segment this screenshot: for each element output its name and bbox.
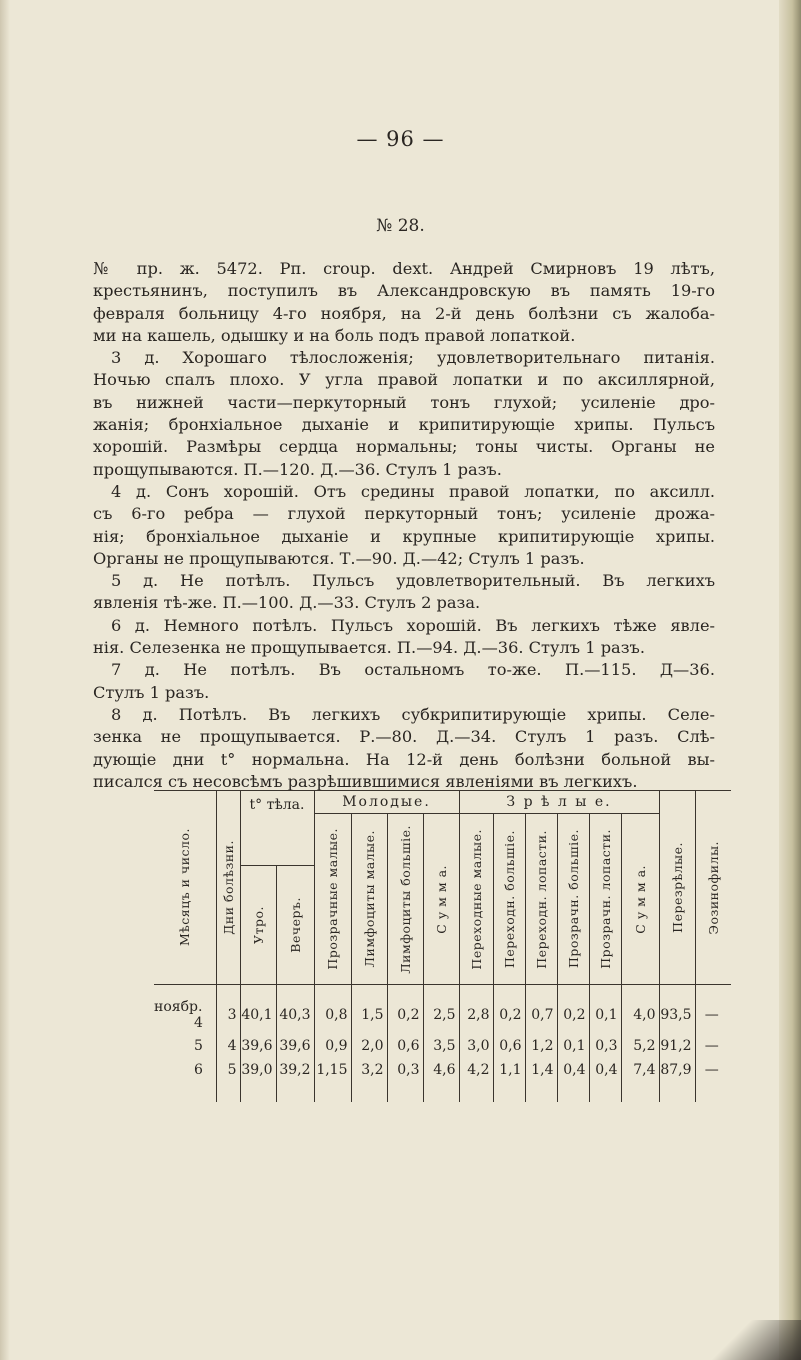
cell: 93,5 [659, 985, 695, 1032]
cell: 39,0 [240, 1060, 276, 1102]
cell: 0,2 [557, 985, 589, 1032]
page-right-edge [779, 0, 801, 1360]
text-line: явленія тѣ-же. П.—100. Д.—33. Стулъ 2 раза. [93, 593, 481, 613]
text-line: 3 д. Хорошаго тѣлосложенія; удовлетворительнаго питанія. [111, 348, 715, 368]
cell: 87,9 [659, 1060, 695, 1102]
cell: 7,4 [621, 1060, 659, 1102]
cell: 3,5 [423, 1031, 459, 1060]
cell: 4,6 [423, 1060, 459, 1102]
col-header-evening: Вечеръ. [276, 866, 314, 985]
table-row [154, 985, 731, 1032]
cell: 40,3 [276, 985, 314, 1032]
text-line: Ночью спалъ плохо. У угла правой лопатки и по аксиллярной, [93, 370, 715, 390]
cell: 5 [216, 1060, 240, 1102]
col-header-overmature: Перезрѣлые. [659, 791, 695, 985]
cell: 2,8 [459, 985, 493, 1032]
cell: — [695, 1060, 731, 1102]
scan-smudge [691, 1320, 801, 1360]
cell: 3 [216, 985, 240, 1032]
cell: 0,1 [589, 985, 621, 1032]
page-number: — 96 — [356, 127, 445, 151]
col-header-eosinophils: Эозинофилы. [695, 791, 731, 985]
col-header-day: Дни болѣзни. [216, 791, 240, 985]
col-header-morning: Утро. [240, 866, 276, 985]
cell: 5,2 [621, 1031, 659, 1060]
case-title: № 28. [376, 216, 425, 236]
cell-date: 6 [194, 1062, 203, 1078]
col-header-date: Мѣсяцъ и число. [154, 791, 216, 985]
col-header-transparent-large: Прозрачн. большіе. [557, 814, 589, 985]
text-line: февраля больницу 4-го ноября, на 2-й день болѣзни съ жалоба- [93, 303, 715, 323]
table-row [154, 1031, 731, 1060]
text-line: зенка не прощупывается. Р.—80. Д.—34. Стулъ 1 разъ. Слѣ- [93, 727, 715, 747]
col-group-young: Молодые. [314, 791, 459, 814]
text-line: жанія; бронхіальное дыханіе и крипитирующіе хрипы. Пульсъ [93, 415, 715, 435]
text-line: съ 6-го ребра — глухой перкуторный тонъ; усиленіе дрожа- [93, 504, 715, 524]
cell: 91,2 [659, 1031, 695, 1060]
cell: 39,6 [276, 1031, 314, 1060]
text-line: 4 д. Сонъ хорошій. Отъ средины правой лопатки, по аксилл. [111, 481, 715, 501]
cell: 1,2 [525, 1031, 557, 1060]
text-line: нія. Селезенка не прощупывается. П.—94. Д.—36. Стулъ 1 разъ. [93, 638, 645, 658]
cell-date: 5 [194, 1037, 203, 1054]
text-line: 6 д. Немного потѣлъ. Пульсъ хорошій. Въ легкихъ тѣже явле- [111, 615, 715, 635]
col-header-transitional-small: Переходные малые. [459, 814, 493, 985]
cell: — [695, 985, 731, 1032]
text-line: ми на кашель, одышку и на боль подъ правой лопаткой. [93, 325, 576, 345]
text-line: прощупываются. П.—120. Д.—36. Стулъ 1 разъ. [93, 459, 502, 479]
cell: 0,2 [493, 985, 525, 1032]
col-header-lymph-small: Лимфоциты малые. [351, 814, 387, 985]
col-group-temperature: t° тѣла. [240, 791, 314, 866]
table-row [154, 1060, 731, 1102]
col-header-sum-mature: С у м м а. [621, 814, 659, 985]
text-line: крестьянинъ, поступилъ въ Александровскую въ память 19-го [93, 281, 715, 301]
col-header-transitional-large: Переходн. большіе. [493, 814, 525, 985]
cell: 0,3 [589, 1031, 621, 1060]
cell: 0,7 [525, 985, 557, 1032]
text-line: нія; бронхіальное дыханіе и крупные крипитирующіе хрипы. [93, 526, 715, 546]
text-line: 8 д. Потѣлъ. Въ легкихъ субкрипитирующіе хрипы. Селе- [111, 704, 715, 724]
text-line: № пр. ж. 5472. Рп. croup. dext. Андрей Смирновъ 19 лѣтъ, [93, 259, 715, 278]
cell: 0,6 [387, 1031, 423, 1060]
col-header-transparent-small: Прозрачные малые. [314, 814, 351, 985]
text-line: дующіе дни t° нормальна. На 12-й день болѣзни больной вы- [93, 749, 715, 769]
cell: 1,5 [351, 985, 387, 1032]
cell: 39,6 [240, 1031, 276, 1060]
cell: 2,5 [423, 985, 459, 1032]
cell-date: ноябр. 4 [154, 999, 203, 1031]
cell: 3,2 [351, 1060, 387, 1102]
cell: 0,9 [314, 1031, 351, 1060]
cell: 4,2 [459, 1060, 493, 1102]
col-header-sum-young: С у м м а. [423, 814, 459, 985]
text-line: хорошій. Размѣры сердца нормальны; тоны чисты. Органы не [93, 437, 715, 457]
cell: 1,4 [525, 1060, 557, 1102]
cell: 4,0 [621, 985, 659, 1032]
cell: 0,8 [314, 985, 351, 1032]
cell: 2,0 [351, 1031, 387, 1060]
col-header-transparent-lobed: Прозрачн. лопасти. [589, 814, 621, 985]
cell: 0,2 [387, 985, 423, 1032]
cell: 40,1 [240, 985, 276, 1032]
cell: 0,4 [557, 1060, 589, 1102]
cell: — [695, 1031, 731, 1060]
col-header-transitional-lobed: Переходн. лопасти. [525, 814, 557, 985]
cell: 0,4 [589, 1060, 621, 1102]
cell: 3,0 [459, 1031, 493, 1060]
col-group-mature: З р ѣ л ы е. [459, 791, 659, 814]
text-line: Органы не прощупываются. Т.—90. Д.—42; Стулъ 1 разъ. [93, 548, 585, 568]
cell: 4 [216, 1031, 240, 1060]
cell: 39,2 [276, 1060, 314, 1102]
cell: 0,1 [557, 1031, 589, 1060]
case-description [93, 258, 715, 793]
blood-count-table [154, 790, 731, 1102]
text-line: писался съ несовсѣмъ разрѣшившимися явленіями въ легкихъ. [93, 771, 638, 791]
page-left-edge [0, 0, 10, 1360]
cell: 0,6 [493, 1031, 525, 1060]
cell: 1,15 [314, 1060, 351, 1102]
col-header-lymph-large: Лимфоциты большіе. [387, 814, 423, 985]
cell: 1,1 [493, 1060, 525, 1102]
text-line: 7 д. Не потѣлъ. Въ остальномъ то-же. П.—115. Д—36. [111, 660, 715, 680]
cell: 0,3 [387, 1060, 423, 1102]
text-line: 5 д. Не потѣлъ. Пульсъ удовлетворительный. Въ легкихъ [111, 571, 715, 591]
text-line: Стулъ 1 разъ. [93, 682, 210, 702]
text-line: въ нижней части—перкуторный тонъ глухой; усиленіе дро- [93, 392, 715, 412]
